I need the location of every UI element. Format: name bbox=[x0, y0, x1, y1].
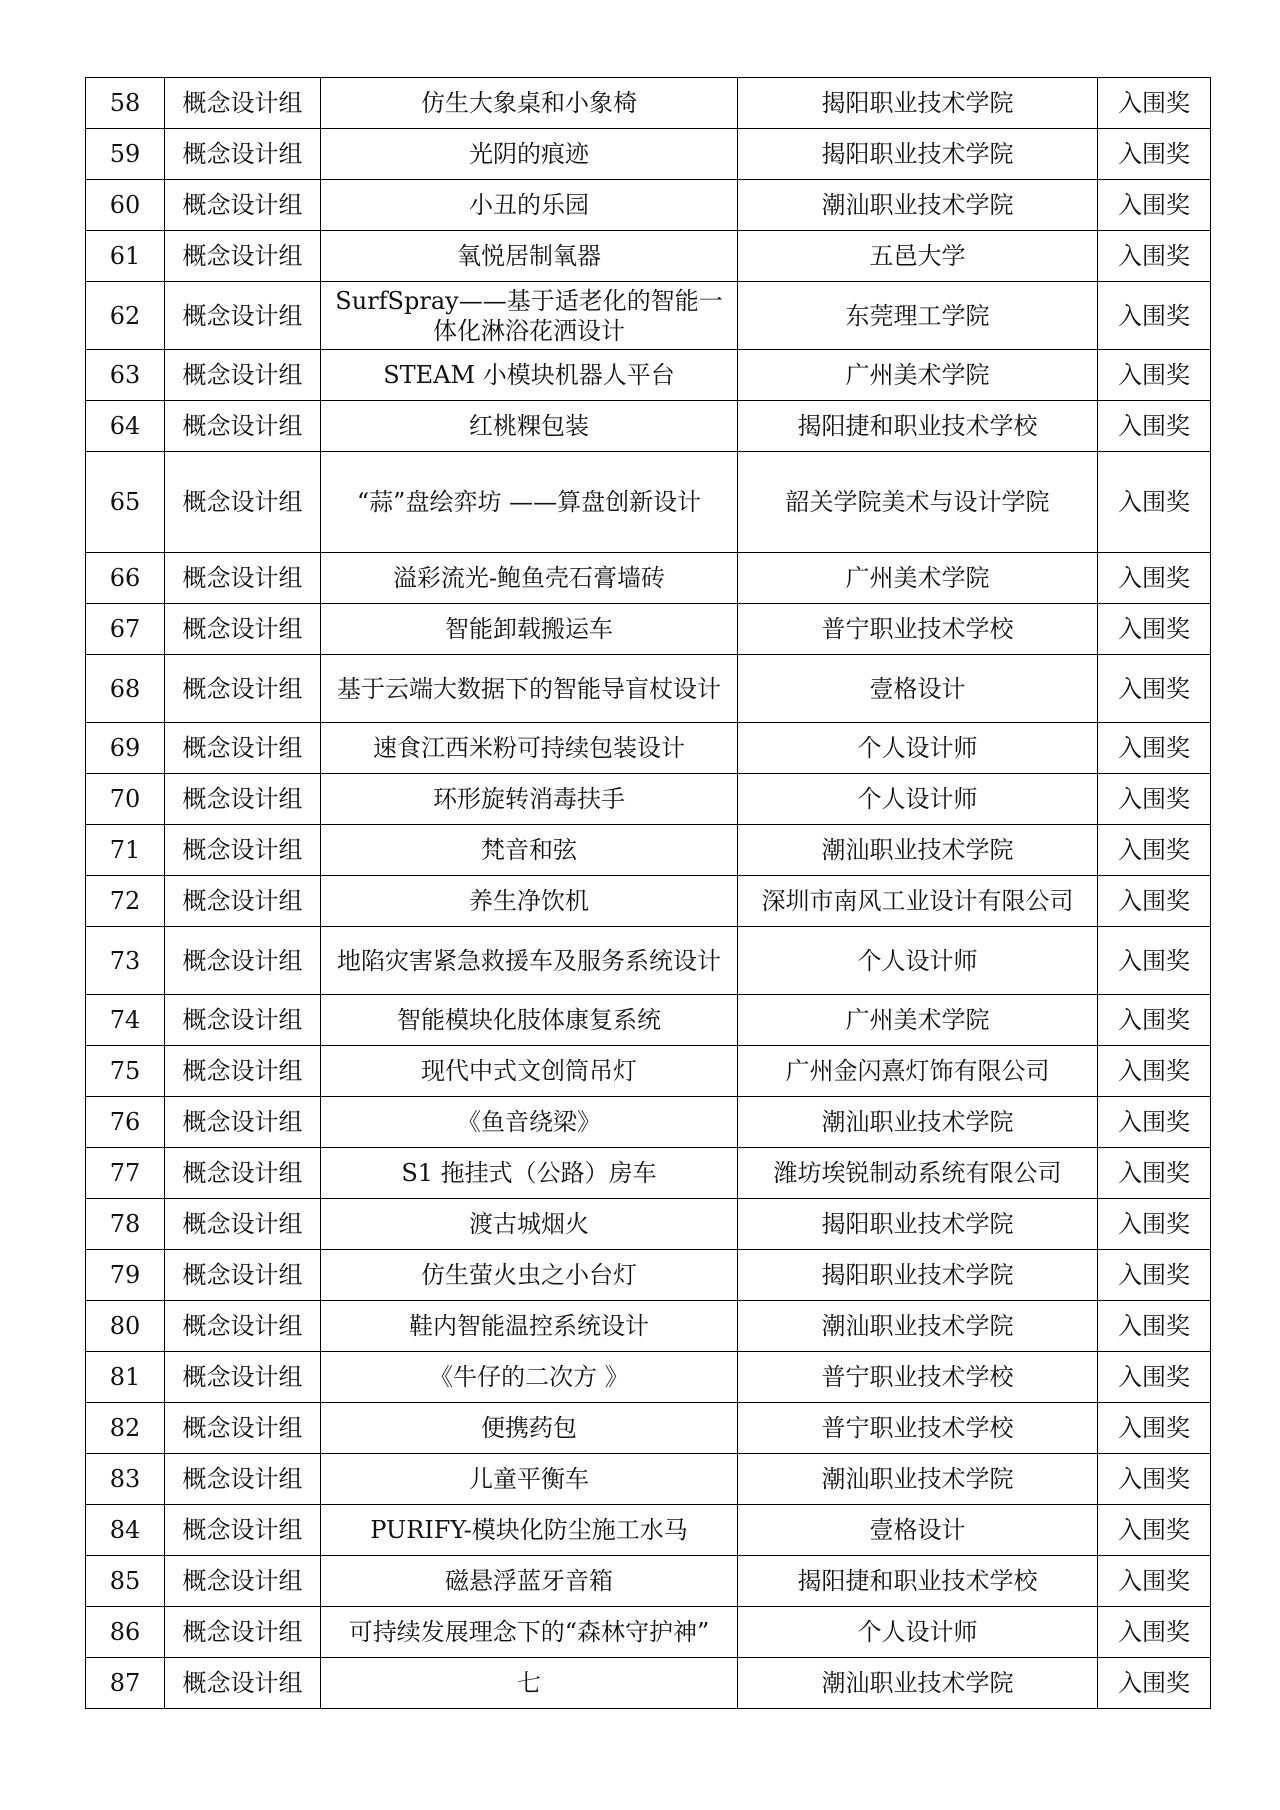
entry-group: 概念设计组 bbox=[165, 774, 321, 825]
entry-organization: 个人设计师 bbox=[738, 774, 1098, 825]
entry-number: 61 bbox=[86, 231, 165, 282]
entry-title: SurfSpray——基于适老化的智能一体化淋浴花洒设计 bbox=[321, 282, 738, 350]
entry-organization: 普宁职业技术学校 bbox=[738, 1403, 1098, 1454]
table-row bbox=[86, 1505, 1211, 1556]
table-row bbox=[86, 129, 1211, 180]
table-row bbox=[86, 231, 1211, 282]
table-row bbox=[86, 825, 1211, 876]
entry-group: 概念设计组 bbox=[165, 401, 321, 452]
entry-award: 入围奖 bbox=[1098, 1505, 1211, 1556]
entry-award: 入围奖 bbox=[1098, 553, 1211, 604]
entry-number: 69 bbox=[86, 723, 165, 774]
table-row bbox=[86, 1250, 1211, 1301]
entry-title: 磁悬浮蓝牙音箱 bbox=[321, 1556, 738, 1607]
entry-number: 59 bbox=[86, 129, 165, 180]
entry-number: 83 bbox=[86, 1454, 165, 1505]
entry-group: 概念设计组 bbox=[165, 825, 321, 876]
table-row bbox=[86, 1556, 1211, 1607]
table-row bbox=[86, 1607, 1211, 1658]
entry-title: 渡古城烟火 bbox=[321, 1199, 738, 1250]
entry-organization: 潮汕职业技术学院 bbox=[738, 825, 1098, 876]
entry-organization: 个人设计师 bbox=[738, 723, 1098, 774]
entry-award: 入围奖 bbox=[1098, 1556, 1211, 1607]
table-row bbox=[86, 1658, 1211, 1709]
table-row bbox=[86, 553, 1211, 604]
entry-group: 概念设计组 bbox=[165, 282, 321, 350]
entry-organization: 揭阳职业技术学院 bbox=[738, 1199, 1098, 1250]
entry-title: 智能模块化肢体康复系统 bbox=[321, 995, 738, 1046]
entry-title: 速食江西米粉可持续包装设计 bbox=[321, 723, 738, 774]
entry-group: 概念设计组 bbox=[165, 1148, 321, 1199]
entry-number: 60 bbox=[86, 180, 165, 231]
entry-title: 《牛仔的二次方 》 bbox=[321, 1352, 738, 1403]
entry-award: 入围奖 bbox=[1098, 129, 1211, 180]
entry-organization: 个人设计师 bbox=[738, 927, 1098, 995]
table-row bbox=[86, 927, 1211, 995]
entry-number: 58 bbox=[86, 78, 165, 129]
entry-number: 70 bbox=[86, 774, 165, 825]
entry-number: 85 bbox=[86, 1556, 165, 1607]
entry-group: 概念设计组 bbox=[165, 995, 321, 1046]
entry-group: 概念设计组 bbox=[165, 1250, 321, 1301]
entry-award: 入围奖 bbox=[1098, 282, 1211, 350]
entry-title: STEAM 小模块机器人平台 bbox=[321, 350, 738, 401]
entry-group: 概念设计组 bbox=[165, 655, 321, 723]
entry-award: 入围奖 bbox=[1098, 1097, 1211, 1148]
entry-number: 65 bbox=[86, 452, 165, 553]
entry-number: 74 bbox=[86, 995, 165, 1046]
entry-group: 概念设计组 bbox=[165, 129, 321, 180]
entry-number: 81 bbox=[86, 1352, 165, 1403]
entry-organization: 揭阳职业技术学院 bbox=[738, 78, 1098, 129]
entry-title: 可持续发展理念下的“森林守护神” bbox=[321, 1607, 738, 1658]
entry-title: 智能卸载搬运车 bbox=[321, 604, 738, 655]
entry-group: 概念设计组 bbox=[165, 350, 321, 401]
table-row bbox=[86, 78, 1211, 129]
entry-organization: 潮汕职业技术学院 bbox=[738, 1097, 1098, 1148]
entry-title: 溢彩流光-鲍鱼壳石膏墙砖 bbox=[321, 553, 738, 604]
entry-title: S1 拖挂式（公路）房车 bbox=[321, 1148, 738, 1199]
entry-group: 概念设计组 bbox=[165, 927, 321, 995]
entry-award: 入围奖 bbox=[1098, 1250, 1211, 1301]
entry-number: 80 bbox=[86, 1301, 165, 1352]
table-row bbox=[86, 1403, 1211, 1454]
entry-number: 67 bbox=[86, 604, 165, 655]
entry-group: 概念设计组 bbox=[165, 1658, 321, 1709]
table-row bbox=[86, 1199, 1211, 1250]
table-row bbox=[86, 1454, 1211, 1505]
table-row bbox=[86, 723, 1211, 774]
entry-group: 概念设计组 bbox=[165, 1352, 321, 1403]
entry-organization: 潮汕职业技术学院 bbox=[738, 180, 1098, 231]
entry-award: 入围奖 bbox=[1098, 180, 1211, 231]
entry-organization: 潍坊埃锐制动系统有限公司 bbox=[738, 1148, 1098, 1199]
entry-number: 84 bbox=[86, 1505, 165, 1556]
award-list-body bbox=[86, 78, 1211, 1709]
entry-title: 光阴的痕迹 bbox=[321, 129, 738, 180]
entry-organization: 揭阳职业技术学院 bbox=[738, 129, 1098, 180]
entry-number: 77 bbox=[86, 1148, 165, 1199]
entry-award: 入围奖 bbox=[1098, 1046, 1211, 1097]
entry-number: 87 bbox=[86, 1658, 165, 1709]
entry-number: 78 bbox=[86, 1199, 165, 1250]
table-row bbox=[86, 604, 1211, 655]
entry-title: 环形旋转消毒扶手 bbox=[321, 774, 738, 825]
entry-number: 72 bbox=[86, 876, 165, 927]
entry-organization: 深圳市南风工业设计有限公司 bbox=[738, 876, 1098, 927]
entry-number: 64 bbox=[86, 401, 165, 452]
entry-title: 梵音和弦 bbox=[321, 825, 738, 876]
table-row bbox=[86, 350, 1211, 401]
entry-award: 入围奖 bbox=[1098, 1301, 1211, 1352]
entry-title: 七 bbox=[321, 1658, 738, 1709]
entry-title: 养生净饮机 bbox=[321, 876, 738, 927]
entry-title: 仿生大象桌和小象椅 bbox=[321, 78, 738, 129]
entry-award: 入围奖 bbox=[1098, 1148, 1211, 1199]
entry-title: 现代中式文创筒吊灯 bbox=[321, 1046, 738, 1097]
entry-group: 概念设计组 bbox=[165, 1199, 321, 1250]
entry-award: 入围奖 bbox=[1098, 1199, 1211, 1250]
entry-number: 62 bbox=[86, 282, 165, 350]
entry-title: 基于云端大数据下的智能导盲杖设计 bbox=[321, 655, 738, 723]
entry-group: 概念设计组 bbox=[165, 1505, 321, 1556]
entry-group: 概念设计组 bbox=[165, 1097, 321, 1148]
entry-organization: 普宁职业技术学校 bbox=[738, 604, 1098, 655]
entry-number: 79 bbox=[86, 1250, 165, 1301]
entry-title: 便携药包 bbox=[321, 1403, 738, 1454]
table-row bbox=[86, 1301, 1211, 1352]
entry-award: 入围奖 bbox=[1098, 825, 1211, 876]
entry-organization: 广州金闪熹灯饰有限公司 bbox=[738, 1046, 1098, 1097]
entry-group: 概念设计组 bbox=[165, 723, 321, 774]
entry-award: 入围奖 bbox=[1098, 604, 1211, 655]
entry-organization: 潮汕职业技术学院 bbox=[738, 1301, 1098, 1352]
entry-organization: 东莞理工学院 bbox=[738, 282, 1098, 350]
table-row bbox=[86, 1148, 1211, 1199]
entry-award: 入围奖 bbox=[1098, 1607, 1211, 1658]
table-row bbox=[86, 1097, 1211, 1148]
entry-organization: 普宁职业技术学校 bbox=[738, 1352, 1098, 1403]
entry-group: 概念设计组 bbox=[165, 231, 321, 282]
entry-organization: 潮汕职业技术学院 bbox=[738, 1454, 1098, 1505]
entry-number: 75 bbox=[86, 1046, 165, 1097]
entry-number: 66 bbox=[86, 553, 165, 604]
entry-title: 地陷灾害紧急救援车及服务系统设计 bbox=[321, 927, 738, 995]
entry-award: 入围奖 bbox=[1098, 401, 1211, 452]
entry-group: 概念设计组 bbox=[165, 1403, 321, 1454]
entry-award: 入围奖 bbox=[1098, 452, 1211, 553]
entry-organization: 壹格设计 bbox=[738, 655, 1098, 723]
table-row bbox=[86, 655, 1211, 723]
entry-award: 入围奖 bbox=[1098, 774, 1211, 825]
entry-award: 入围奖 bbox=[1098, 876, 1211, 927]
entry-group: 概念设计组 bbox=[165, 1301, 321, 1352]
entry-organization: 个人设计师 bbox=[738, 1607, 1098, 1658]
entry-award: 入围奖 bbox=[1098, 655, 1211, 723]
entry-title: 鞋内智能温控系统设计 bbox=[321, 1301, 738, 1352]
entry-title: 氧悦居制氧器 bbox=[321, 231, 738, 282]
entry-group: 概念设计组 bbox=[165, 452, 321, 553]
entry-number: 76 bbox=[86, 1097, 165, 1148]
entry-organization: 潮汕职业技术学院 bbox=[738, 1658, 1098, 1709]
entry-number: 82 bbox=[86, 1403, 165, 1454]
table-row bbox=[86, 452, 1211, 553]
entry-group: 概念设计组 bbox=[165, 876, 321, 927]
table-row bbox=[86, 282, 1211, 350]
entry-number: 68 bbox=[86, 655, 165, 723]
entry-group: 概念设计组 bbox=[165, 604, 321, 655]
entry-organization: 揭阳职业技术学院 bbox=[738, 1250, 1098, 1301]
table-row bbox=[86, 995, 1211, 1046]
entry-title: 《鱼音绕梁》 bbox=[321, 1097, 738, 1148]
entry-group: 概念设计组 bbox=[165, 1454, 321, 1505]
entry-title: 仿生萤火虫之小台灯 bbox=[321, 1250, 738, 1301]
entry-group: 概念设计组 bbox=[165, 1607, 321, 1658]
entry-organization: 五邑大学 bbox=[738, 231, 1098, 282]
entry-number: 71 bbox=[86, 825, 165, 876]
entry-award: 入围奖 bbox=[1098, 350, 1211, 401]
entry-number: 63 bbox=[86, 350, 165, 401]
entry-title: “蒜”盘绘弈坊 ——算盘创新设计 bbox=[321, 452, 738, 553]
entry-organization: 揭阳捷和职业技术学校 bbox=[738, 1556, 1098, 1607]
entry-organization: 广州美术学院 bbox=[738, 350, 1098, 401]
table-row bbox=[86, 774, 1211, 825]
entry-award: 入围奖 bbox=[1098, 927, 1211, 995]
entry-award: 入围奖 bbox=[1098, 1352, 1211, 1403]
entry-group: 概念设计组 bbox=[165, 1556, 321, 1607]
entry-title: 小丑的乐园 bbox=[321, 180, 738, 231]
award-list-table bbox=[85, 77, 1211, 1709]
entry-award: 入围奖 bbox=[1098, 995, 1211, 1046]
entry-award: 入围奖 bbox=[1098, 1658, 1211, 1709]
table-row bbox=[86, 1352, 1211, 1403]
entry-organization: 韶关学院美术与设计学院 bbox=[738, 452, 1098, 553]
entry-group: 概念设计组 bbox=[165, 1046, 321, 1097]
table-row bbox=[86, 180, 1211, 231]
entry-award: 入围奖 bbox=[1098, 723, 1211, 774]
entry-award: 入围奖 bbox=[1098, 1403, 1211, 1454]
entry-organization: 壹格设计 bbox=[738, 1505, 1098, 1556]
entry-number: 86 bbox=[86, 1607, 165, 1658]
entry-title: 红桃粿包装 bbox=[321, 401, 738, 452]
entry-group: 概念设计组 bbox=[165, 78, 321, 129]
entry-title: PURIFY-模块化防尘施工水马 bbox=[321, 1505, 738, 1556]
entry-award: 入围奖 bbox=[1098, 231, 1211, 282]
entry-group: 概念设计组 bbox=[165, 553, 321, 604]
entry-organization: 揭阳捷和职业技术学校 bbox=[738, 401, 1098, 452]
entry-award: 入围奖 bbox=[1098, 78, 1211, 129]
entry-number: 73 bbox=[86, 927, 165, 995]
entry-award: 入围奖 bbox=[1098, 1454, 1211, 1505]
table-row bbox=[86, 876, 1211, 927]
table-row bbox=[86, 1046, 1211, 1097]
entry-group: 概念设计组 bbox=[165, 180, 321, 231]
entry-organization: 广州美术学院 bbox=[738, 995, 1098, 1046]
entry-title: 儿童平衡车 bbox=[321, 1454, 738, 1505]
entry-organization: 广州美术学院 bbox=[738, 553, 1098, 604]
table-row bbox=[86, 401, 1211, 452]
